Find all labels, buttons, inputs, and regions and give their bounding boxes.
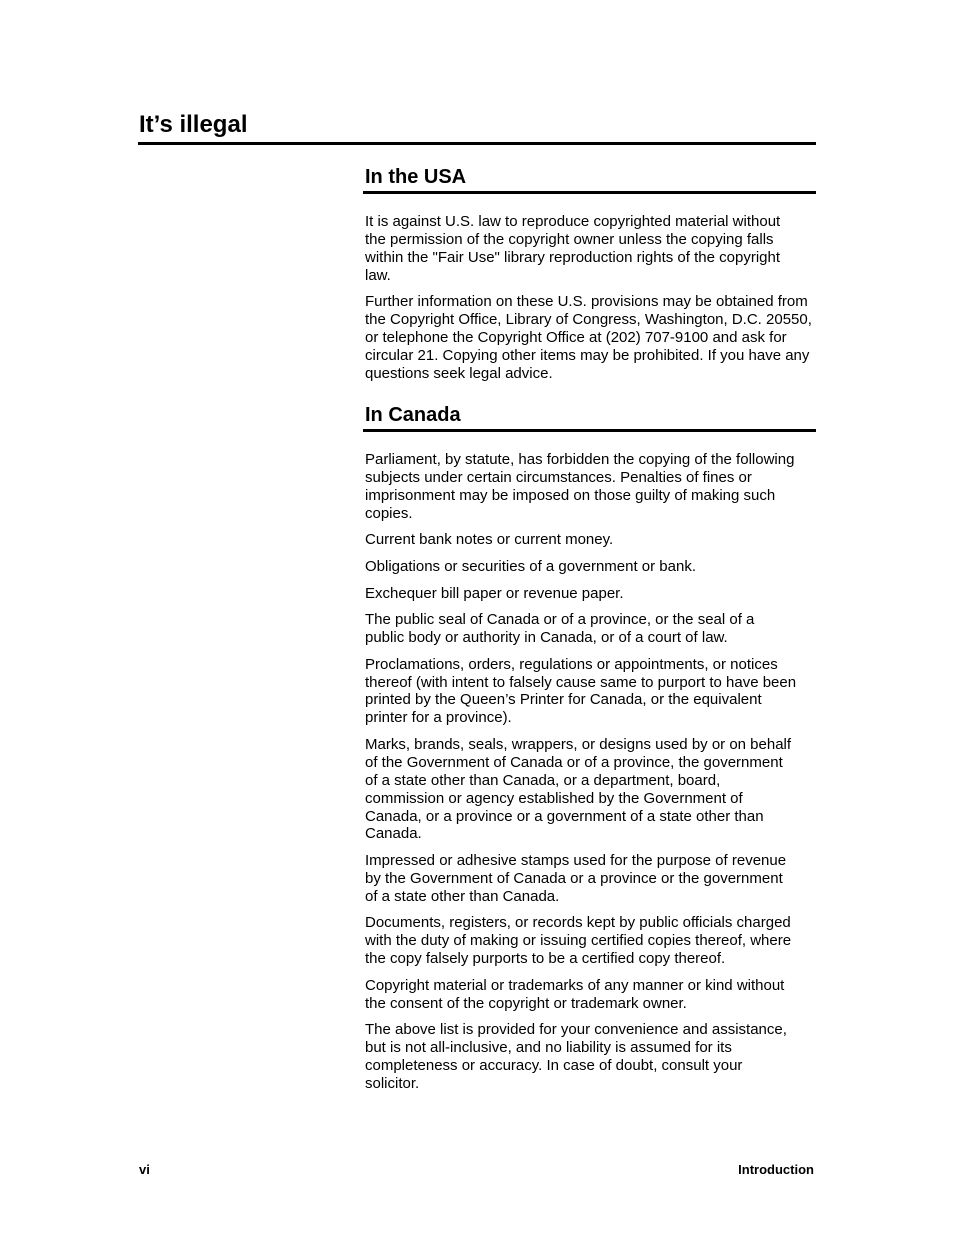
paragraph-line: printer for a province). (365, 709, 512, 727)
paragraph-line: Marks, brands, seals, wrappers, or designs used by or on behalf (365, 735, 792, 753)
paragraph-line: public body or authority in Canada, or of a court of law. (365, 629, 728, 646)
paragraph (365, 558, 845, 576)
section-heading-canada: In Canada (365, 404, 461, 426)
paragraph-line: Exchequer bill paper or revenue paper. (365, 584, 624, 602)
paragraph-line: completeness or accuracy. In case of doubt, consult your (365, 1057, 743, 1075)
paragraph (365, 611, 845, 647)
paragraph-line: Copyright material or trademarks of any manner or kind without (365, 976, 785, 994)
paragraph-line: circular 21. Copying other items may be prohibited. If you have any (365, 347, 810, 365)
paragraph (365, 1021, 845, 1093)
paragraph-line: imprisonment may be imposed on those guilty of making such (365, 486, 776, 504)
paragraph-line: the Copyright Office, Library of Congress, Washington, D.C. 20550, (365, 311, 812, 329)
paragraph-line: Impressed or adhesive stamps used for the purpose of revenue (365, 852, 787, 870)
paragraph (365, 293, 845, 383)
paragraph-line: The above list is provided for your convenience and assistance, (365, 1021, 787, 1039)
paragraph-line: or telephone the Copyright Office at (202) 707-9100 and ask for (365, 329, 787, 347)
paragraph (365, 531, 845, 549)
section-heading-usa: In the USA (365, 166, 467, 188)
paragraph-line: printed by the Queen’s Printer for Canada, or the equivalent (365, 691, 762, 709)
paragraph-line: Proclamations, orders, regulations or appointments, or notices (365, 655, 778, 673)
paragraph-line: but is not all-inclusive, and no liability is assumed for its (365, 1039, 732, 1057)
paragraph-line: Current bank notes or current money. (365, 531, 614, 549)
paragraph-line: commission or agency established by the Government of (365, 789, 743, 807)
paragraph-line: law. (365, 266, 391, 284)
paragraph (365, 451, 845, 523)
paragraph (365, 656, 845, 728)
section-rule-usa (363, 191, 816, 194)
page-title: It’s illegal (139, 111, 248, 138)
paragraph (365, 914, 845, 968)
paragraph (365, 585, 845, 603)
title-rule (138, 142, 816, 145)
paragraph-line: the permission of the copyright owner unless the copying falls (365, 230, 774, 248)
footer-section-name: Introduction (738, 1162, 814, 1177)
paragraph-line: the consent of the copyright or trademark owner. (365, 994, 687, 1012)
paragraph-line: the copy falsely purports to be a certified copy thereof. (365, 950, 726, 968)
paragraph-line: of the Government of Canada or of a province, the government (365, 753, 783, 771)
paragraph (365, 736, 845, 843)
section-body-canada (365, 451, 845, 1102)
paragraph-line: copies. (365, 504, 413, 522)
footer-page-number: vi (139, 1162, 150, 1177)
paragraph-line: Further information on these U.S. provisions may be obtained from (365, 293, 808, 311)
paragraph-line: thereof (with intent to falsely cause same to purport to have been (365, 673, 797, 691)
paragraph-line: It is against U.S. law to reproduce copyrighted material without (365, 213, 781, 230)
section-body-usa (365, 213, 845, 392)
paragraph-line: The public seal of Canada or of a province, or the seal of a (365, 611, 755, 629)
section-rule-canada (363, 429, 816, 432)
paragraph-line: by the Government of Canada or a province or the government (365, 869, 783, 887)
paragraph-line: subjects under certain circumstances. Penalties of fines or (365, 468, 752, 486)
paragraph-line: Parliament, by statute, has forbidden the copying of the following (365, 451, 795, 468)
paragraph (365, 977, 845, 1013)
paragraph-line: of a state other than Canada, or a department, board, (365, 771, 721, 789)
paragraph-line: Documents, registers, or records kept by public officials charged (365, 914, 791, 932)
paragraph-line: Obligations or securities of a government or bank. (365, 557, 697, 575)
paragraph (365, 852, 845, 906)
section-usa (365, 163, 845, 382)
paragraph-line: Canada. (365, 825, 422, 843)
paragraph-line: with the duty of making or issuing certified copies thereof, where (365, 932, 792, 950)
paragraph-line: questions seek legal advice. (365, 364, 553, 382)
paragraph (365, 213, 845, 285)
paragraph-line: of a state other than Canada. (365, 887, 560, 905)
section-canada (365, 401, 845, 1093)
paragraph-line: Canada, or a province or a government of a state other than (365, 807, 764, 825)
paragraph-line: within the "Fair Use" library reproduction rights of the copyright (365, 248, 780, 266)
paragraph-line: solicitor. (365, 1075, 420, 1093)
